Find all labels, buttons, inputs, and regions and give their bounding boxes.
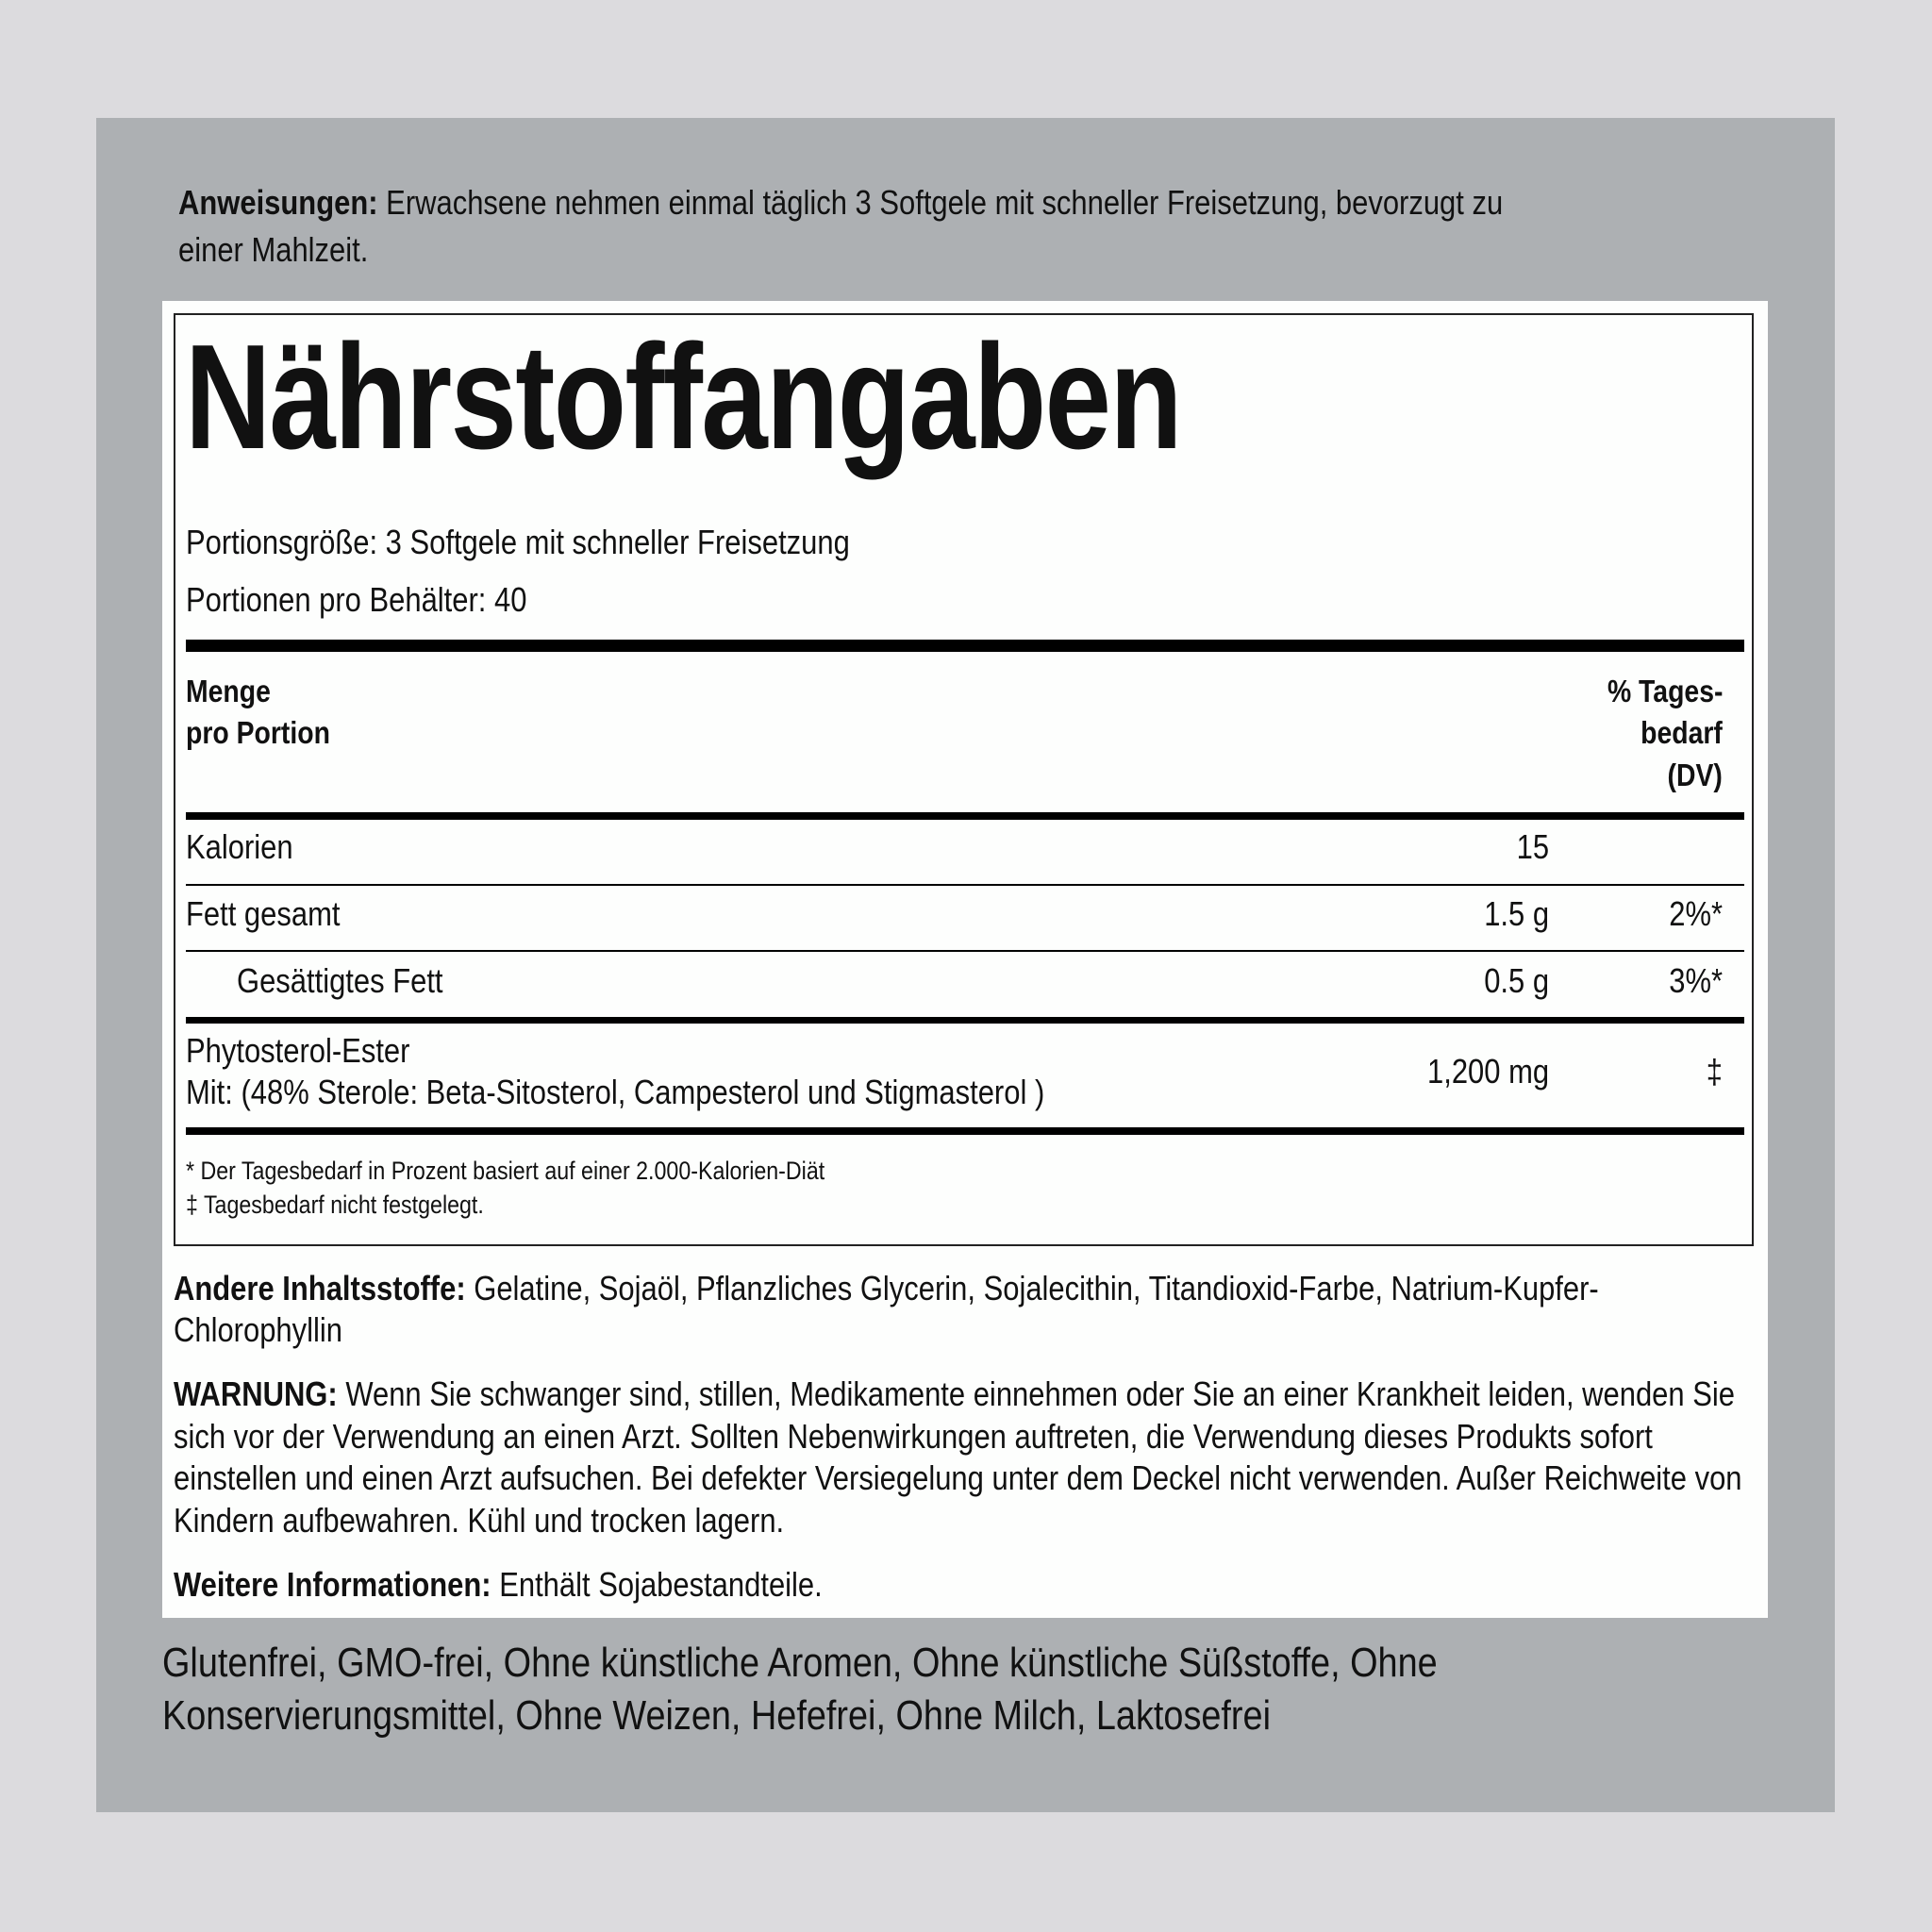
warning-line-2: sich vor der Verwendung an einen Arzt. Sollten Nebenwirkungen auftreten, die Verwendung dieses Produkts sofort: [174, 1417, 1653, 1456]
nutrition-facts-title: Nährstoffangaben: [185, 314, 1181, 480]
directions-label: Anweisungen:: [178, 183, 378, 222]
other-ingredients-line-2: Chlorophyllin: [174, 1310, 342, 1349]
row-dv-total-fat: 2%*: [1669, 894, 1723, 933]
directions-text: Erwachsene nehmen einmal täglich 3 Softgele mit schneller Freisetzung, bevorzugt zu: [386, 183, 1504, 222]
more-info-label: Weitere Informationen:: [174, 1565, 491, 1604]
serving-size: Portionsgröße: 3 Softgele mit schneller Freisetzung: [186, 523, 850, 561]
medium-divider: [186, 1017, 1744, 1024]
warning-line-1: [174, 1374, 1735, 1413]
row-dv-phytosterol: ‡: [1706, 1052, 1723, 1091]
row-name-calories: Kalorien: [186, 827, 293, 866]
header-dv-3: (DV): [1667, 758, 1723, 792]
header-amount-2: pro Portion: [186, 715, 330, 750]
claims-line-1: Glutenfrei, GMO-frei, Ohne künstliche Aromen, Ohne künstliche Süßstoffe, Ohne: [162, 1640, 1438, 1686]
warning-line-3: einstellen und einen Arzt aufsuchen. Bei defekter Versiegelung unter dem Deckel nicht verwenden. Außer Reichweite von: [174, 1458, 1742, 1497]
row-name-phytosterol: Phytosterol-Ester: [186, 1031, 410, 1070]
other-ingredients-line-1: [174, 1269, 1599, 1307]
other-ingredients-text: Gelatine, Sojaöl, Pflanzliches Glycerin, Sojalecithin, Titandioxid-Farbe, Natrium-Kupfer-: [474, 1269, 1599, 1307]
row-name-total-fat: Fett gesamt: [186, 894, 341, 933]
other-ingredients-label: Andere Inhaltsstoffe:: [174, 1269, 466, 1307]
footnote-dv: * Der Tagesbedarf in Prozent basiert auf einer 2.000-Kalorien-Diät: [186, 1157, 825, 1185]
row-divider: [186, 950, 1744, 952]
row-divider: [186, 884, 1744, 886]
more-info-text: Enthält Sojabestandteile.: [499, 1565, 823, 1604]
directions-line-1: [178, 183, 1504, 222]
header-dv-1: % Tages-: [1607, 674, 1723, 708]
directions-line-2: einer Mahlzeit.: [178, 230, 369, 269]
thick-divider: [186, 640, 1744, 652]
warning-text: Wenn Sie schwanger sind, stillen, Medikamente einnehmen oder Sie an einer Krankheit leiden, wenden Sie: [345, 1374, 1735, 1413]
warning-label: WARNUNG:: [174, 1374, 338, 1413]
row-sub-phytosterol: Mit: (48% Sterole: Beta-Sitosterol, Campesterol und Stigmasterol ): [186, 1073, 1045, 1111]
row-amount-saturated-fat: 0.5 g: [1484, 961, 1549, 1000]
servings-per-container: Portionen pro Behälter: 40: [186, 580, 527, 619]
warning-line-4: Kindern aufbewahren. Kühl und trocken lagern.: [174, 1501, 785, 1540]
footnote-not-established: ‡ Tagesbedarf nicht festgelegt.: [186, 1191, 484, 1219]
more-info: [174, 1565, 823, 1604]
header-amount-1: Menge: [186, 674, 271, 708]
medium-divider: [186, 812, 1744, 820]
medium-divider: [186, 1127, 1744, 1135]
row-amount-calories: 15: [1516, 827, 1549, 866]
row-dv-saturated-fat: 3%*: [1669, 961, 1723, 1000]
row-name-saturated-fat: Gesättigtes Fett: [237, 961, 443, 1000]
claims-line-2: Konservierungsmittel, Ohne Weizen, Hefefrei, Ohne Milch, Laktosefrei: [162, 1692, 1271, 1739]
row-amount-phytosterol: 1,200 mg: [1426, 1052, 1549, 1091]
row-amount-total-fat: 1.5 g: [1484, 894, 1549, 933]
header-dv-2: bedarf: [1641, 715, 1723, 750]
